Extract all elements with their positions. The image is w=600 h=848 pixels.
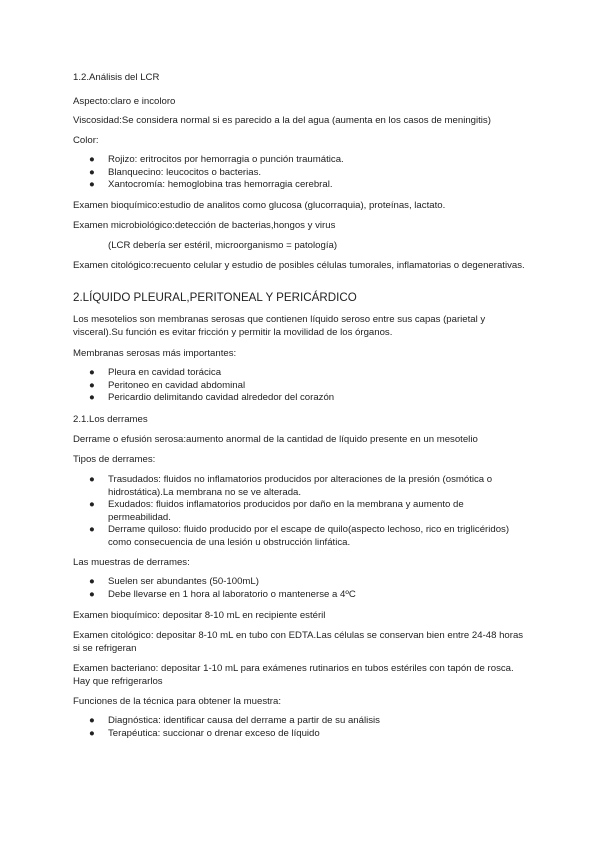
membranas-list (73, 367, 528, 405)
bullet-icon: ● (89, 154, 95, 165)
list-item: ● Exudados: fluidos inflamatorios producidos por daño en la membrana y aumento de permeabilidad. (89, 499, 464, 523)
paragraph-ex-bacteriano: Examen bacteriano: depositar 1-10 mL para exámenes rutinarios en tubos estériles con tapón de rosca. Hay que refrigerarlos (73, 663, 514, 687)
paragraph-citologico: Examen citológico:recuento celular y estudio de posibles células tumorales, inflamatorias o degenerativas. (73, 260, 525, 271)
section-heading-derrames: 2.1.Los derrames (73, 414, 148, 425)
list-item: ● Trasudados: fluidos no inflamatorios producidos por alteraciones de la presión (osmótica o hidrostática).La membrana no se ve alterada. (89, 474, 493, 498)
section-heading-liquidos: 2.LÍQUIDO PLEURAL,PERITONEAL Y PERICÁRDICO (73, 291, 357, 304)
bullet-icon: ● (89, 524, 95, 536)
list-item: ● Xantocromía: hemoglobina tras hemorragia cerebral. (89, 179, 333, 191)
muestras-list (73, 576, 528, 601)
bullet-icon: ● (89, 379, 95, 391)
bullet-icon: ● (89, 166, 95, 178)
list-item: ● Blanquecino: leucocitos o bacterias. (89, 166, 262, 178)
bullet-icon: ● (89, 499, 95, 511)
list-item: ● Debe llevarse en 1 hora al laboratorio o mantenerse a 4ºC (89, 588, 356, 600)
bullet-icon: ● (89, 179, 95, 191)
bullet-icon: ● (89, 367, 95, 378)
funciones-list (73, 715, 528, 740)
bullet-icon: ● (89, 715, 95, 726)
paragraph-tipos-label: Tipos de derrames: (73, 454, 156, 465)
list-item: ● Terapéutica: succionar o drenar exceso de líquido (89, 727, 320, 739)
list-item: ● Peritoneo en cavidad abdominal (89, 379, 246, 391)
paragraph-mesotelios: Los mesotelios son membranas serosas que contienen líquido seroso entre sus capas (parietal y visceral).Su función es evitar fricción y permitir la movilidad de los órganos. (73, 314, 486, 338)
paragraph-aspecto: Aspecto:claro e incoloro (73, 96, 176, 107)
paragraph-microbiologico: Examen microbiológico:detección de bacterias,hongos y virus (73, 220, 336, 231)
bullet-icon: ● (89, 588, 95, 600)
bullet-icon: ● (89, 392, 95, 404)
color-list (73, 154, 528, 192)
paragraph-ex-citologico: Examen citológico: depositar 8-10 mL en tubo con EDTA.Las células se conservan bien entre 24-48 horas si se refrigeran (73, 630, 524, 654)
paragraph-funciones-label: Funciones de la técnica para obtener la muestra: (73, 696, 281, 707)
list-item: ● Pericardio delimitando cavidad alrededor del corazón (89, 392, 335, 404)
section-heading-lcr: 1.2.Análisis del LCR (73, 72, 160, 83)
paragraph-viscosidad: Viscosidad:Se considera normal si es parecido a la del agua (aumenta en los casos de meningitis) (73, 115, 491, 126)
paragraph-derrame-def: Derrame o efusión serosa:aumento anormal de la cantidad de líquido presente en un mesotelio (73, 434, 478, 445)
list-item: ● Rojizo: eritrocitos por hemorragia o punción traumática. (89, 154, 344, 165)
paragraph-color-label: Color: (73, 135, 99, 146)
list-item: ● Pleura en cavidad torácica (89, 367, 222, 378)
paragraph-muestras-label: Las muestras de derrames: (73, 557, 190, 568)
bullet-icon: ● (89, 474, 95, 485)
paragraph-ex-bioquimico: Examen bioquímico: depositar 8-10 mL en recipiente estéril (73, 610, 326, 621)
bullet-icon: ● (89, 727, 95, 739)
list-item: ● Suelen ser abundantes (50-100mL) (89, 576, 259, 587)
bullet-icon: ● (89, 576, 95, 587)
list-item: ● Derrame quiloso: fluido producido por el escape de quilo(aspecto lechoso, rico en triglicéridos) como consecuencia de una lesión u obstrucción linfática. (89, 524, 510, 548)
list-item: ● Diagnóstica: identificar causa del derrame a partir de su análisis (89, 715, 380, 726)
tipos-list (73, 474, 528, 550)
paragraph-bioquimico: Examen bioquímico:estudio de analitos como glucosa (glucorraquia), proteínas, lactato. (73, 200, 446, 211)
paragraph-lcr-note: (LCR debería ser estéril, microorganismo = patología) (108, 240, 338, 251)
paragraph-membranas-label: Membranas serosas más importantes: (73, 348, 237, 359)
